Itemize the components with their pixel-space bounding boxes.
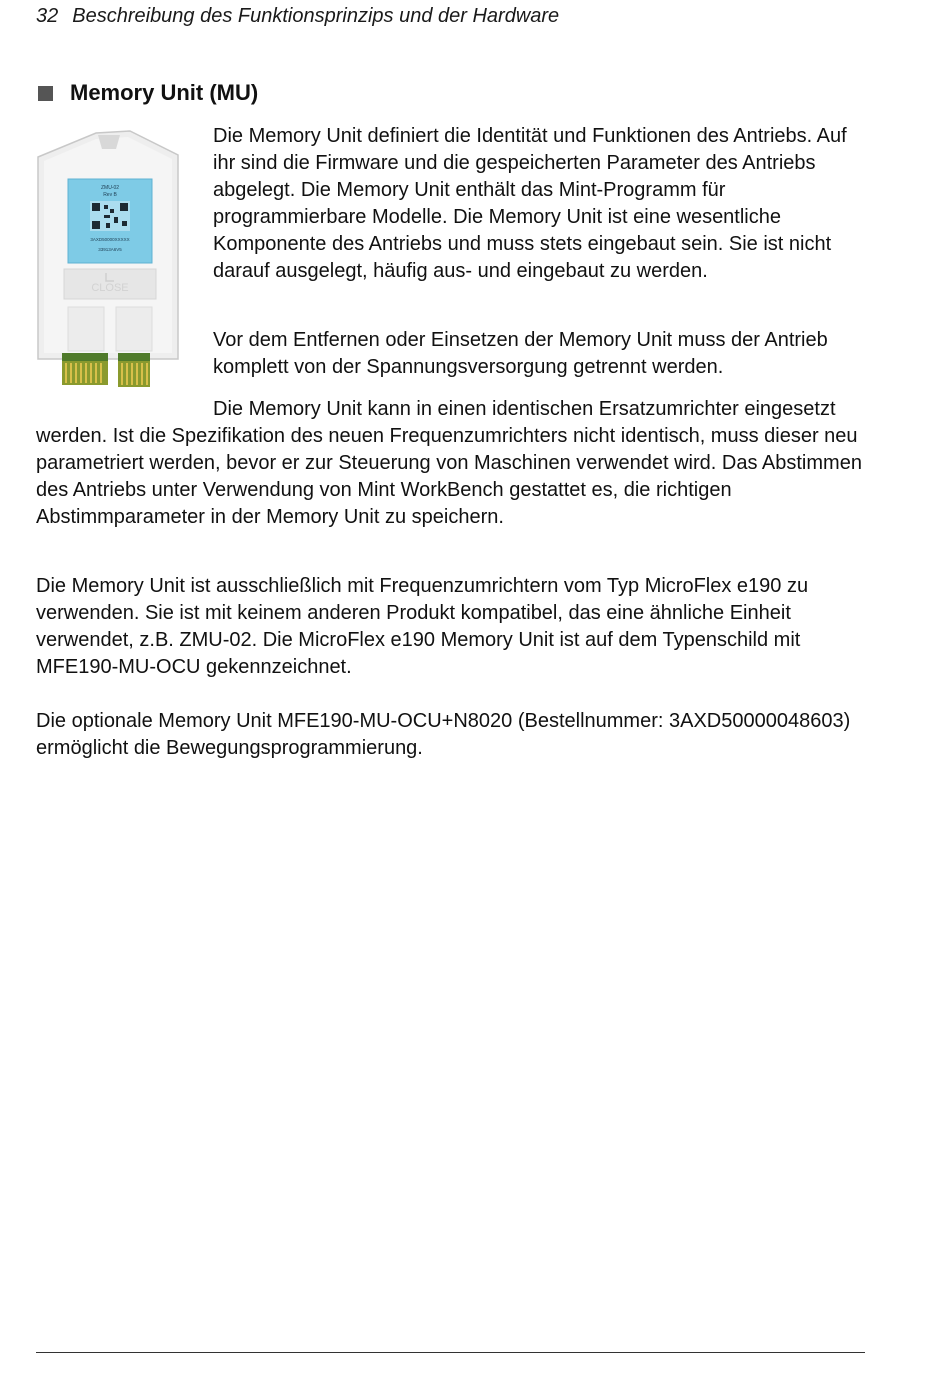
memory-unit-image [34,127,184,392]
footer-rule [36,1352,865,1353]
running-title: Beschreibung des Funktionsprinzips und der Hardware [72,5,560,27]
paragraph-compatibility: Die Memory Unit ist ausschließlich mit Frequenzumrichtern vom Typ MicroFlex e190 zu verwenden. Sie ist mit keinem anderen Produkt kompatibel, das eine ähnliche Einheit verwendet, z.B. ZMU-02. Die MicroFlex e190 Memory Unit ist auf dem Typenschild mit MFE190-MU-OCU gekennzeichnet. [36,575,809,679]
label-line-4: 33913A6V5 [98,247,122,252]
embossed-text: CLOSE [91,282,129,294]
section-heading [38,79,258,107]
paragraph-replacement: Die Memory Unit kann in einen identischen Ersatzumrichter eingesetzt werden. Ist die Spezifikation des neuen Frequenzumrichters nicht identisch, muss dieser neu parametriert werden, bevor er zur Steuerung von Maschinen verwendet wird. Das Abstimmen des Antriebs unter Verwendung von Mint WorkBench gestattet es, die richtigen Abstimmparameter in der Memory Unit zu speichern. [36,398,862,529]
label-line-2: Rev B [103,192,117,198]
label-line-1: ZMU-02 [100,185,120,191]
edge-connector-icon [62,353,150,387]
section-title: Memory Unit (MU) [70,80,259,105]
paragraph-option: Die optionale Memory Unit MFE190-MU-OCU+N8020 (Bestellnummer: 3AXD50000048603) ermöglicht die Bewegungsprogrammierung. [36,710,851,760]
paragraph-intro: Die Memory Unit definiert die Identität und Funktionen des Antriebs. Auf ihr sind die Firmware und die gespeicherten Parameter des Antriebs abgelegt. Die Memory Unit enthält das Mint-Programm für programmierbare Modelle. Die Memory Unit ist eine wesentliche Komponente des Antriebs und muss stets eingebaut sein. Sie ist nicht darauf ausgelegt, häufig aus- und eingebaut zu werden. [213,125,847,283]
square-bullet-icon [38,86,53,101]
paragraph-warning: Vor dem Entfernen oder Einsetzen der Memory Unit muss der Antrieb komplett von der Spannungsversorgung getrennt werden. [213,329,828,379]
running-header [36,4,559,28]
page-number: 32 [36,5,59,27]
qr-code-icon [90,201,130,231]
label-line-3: 3AXD50000XXXXX [90,237,130,242]
